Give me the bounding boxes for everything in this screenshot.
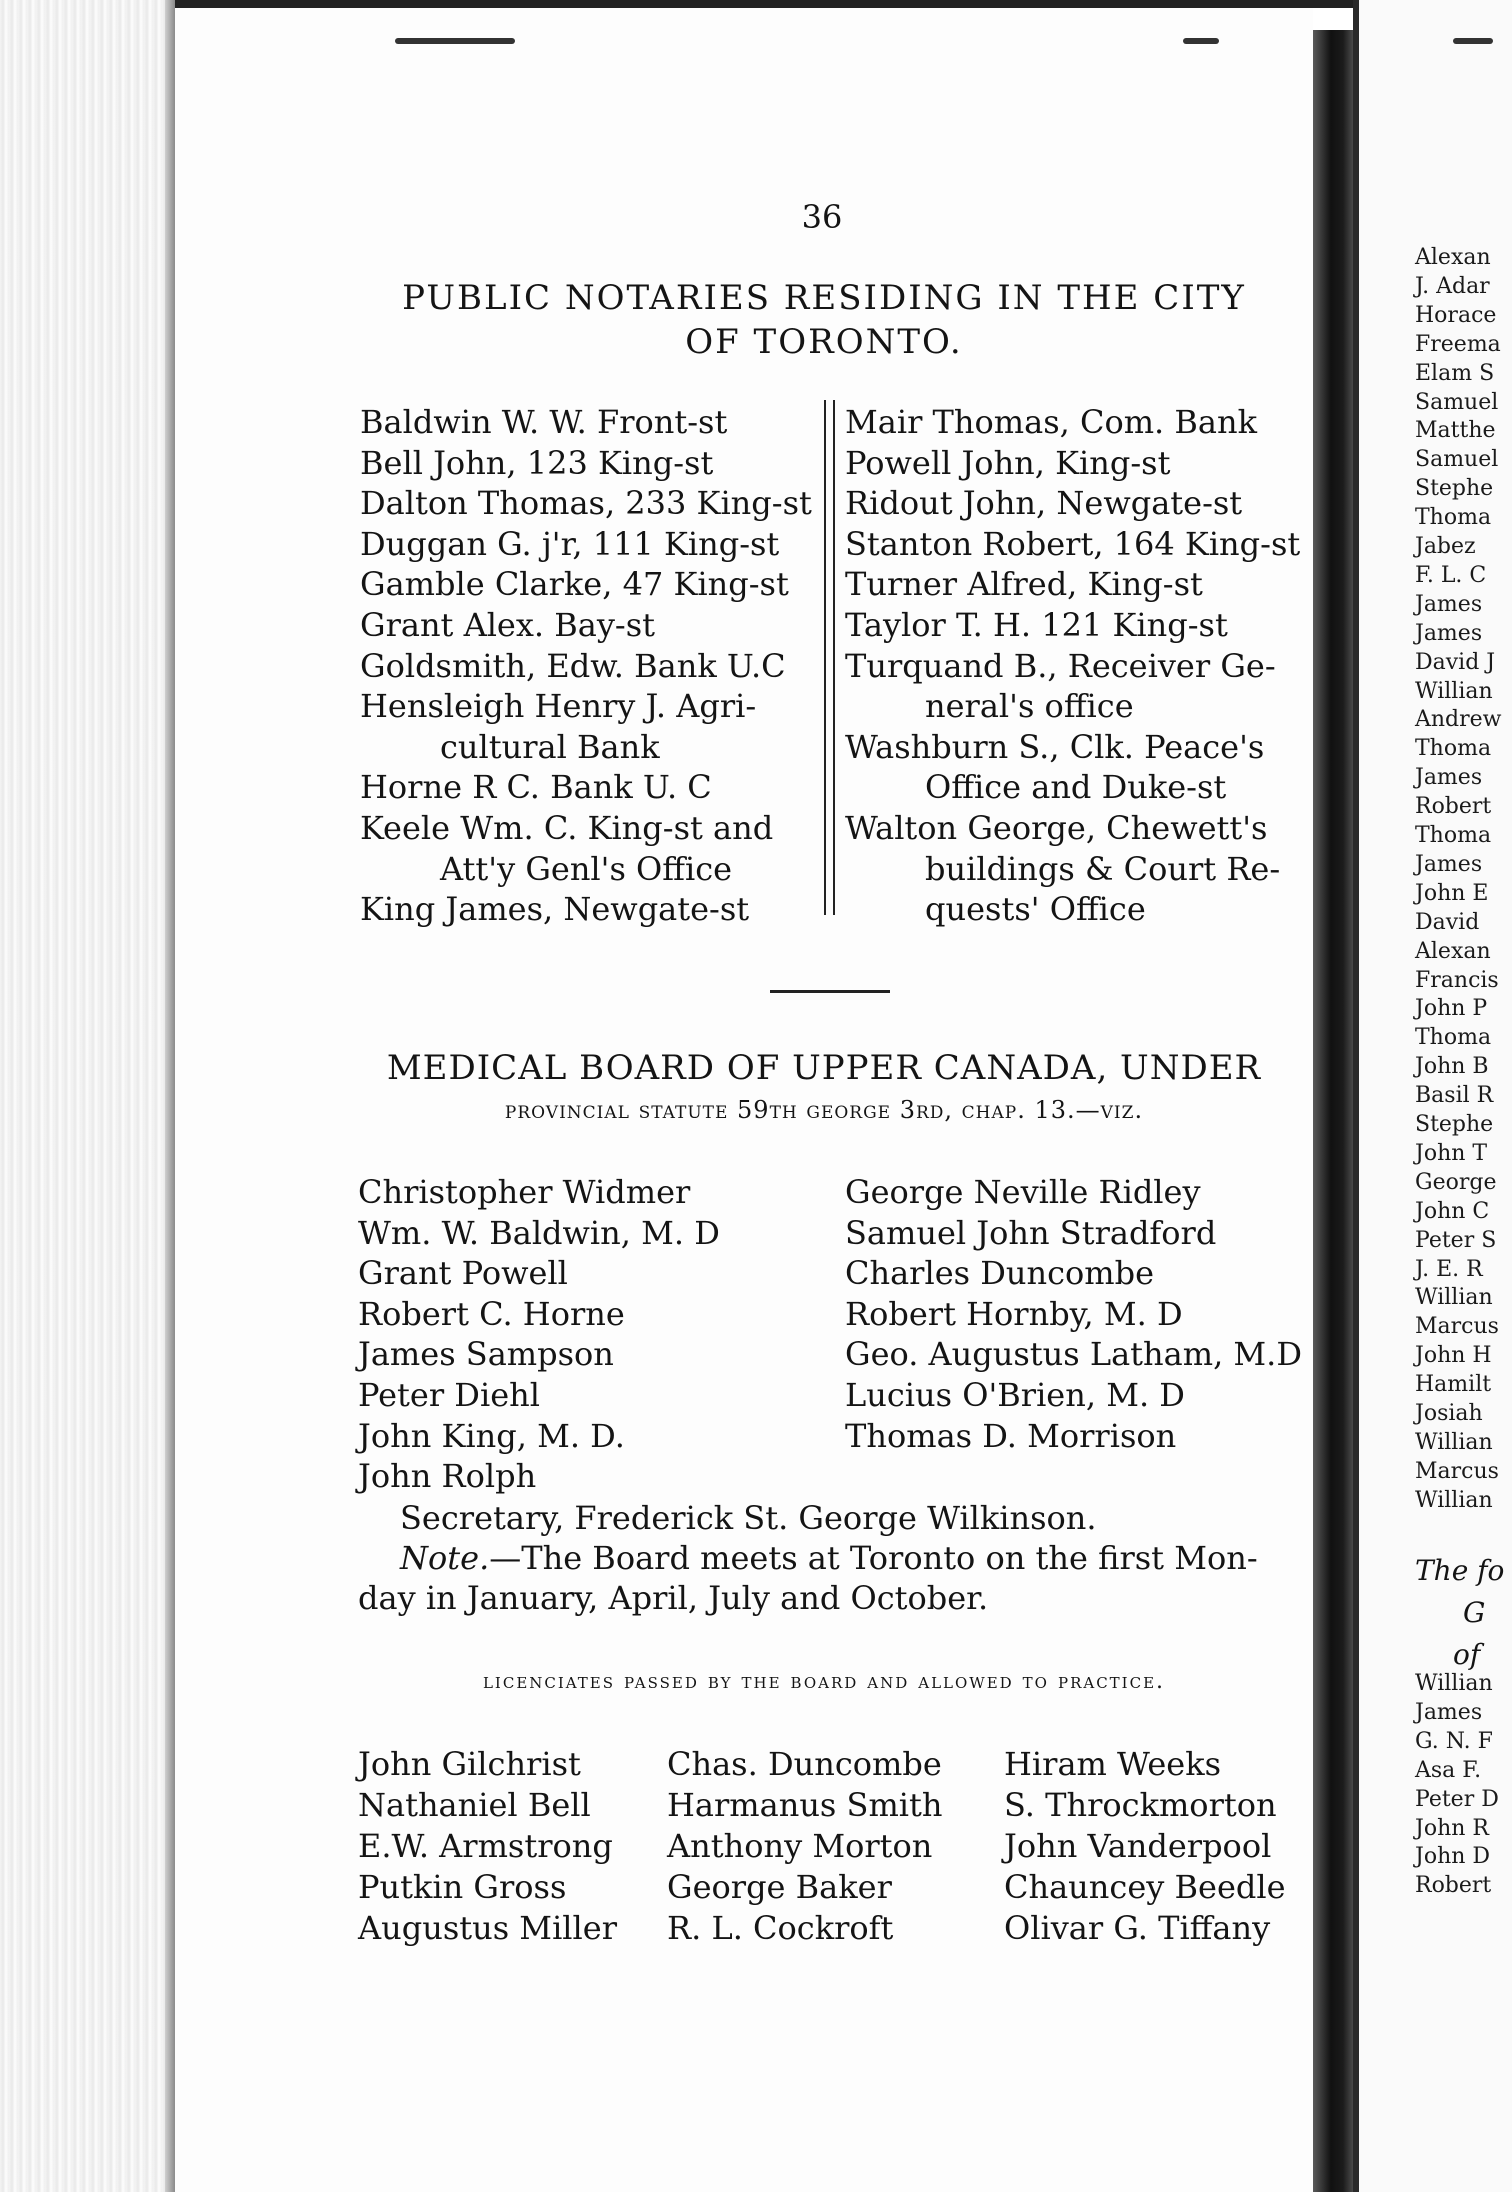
licenciate-name: S. Throckmorton	[1004, 1786, 1277, 1824]
facing-page-fragment: Willian	[1415, 1487, 1493, 1513]
facing-page-fragment: Basil R	[1415, 1083, 1494, 1109]
facing-page-fragment: Horace	[1415, 302, 1497, 328]
facing-page-fragment: Willian	[1415, 1429, 1493, 1455]
facing-page-fragment: Hamilt	[1415, 1372, 1492, 1398]
facing-page-fragment: James	[1415, 1699, 1483, 1725]
facing-page-fragment: David	[1415, 909, 1480, 935]
facing-page-fragment: John E	[1415, 880, 1489, 906]
section-rule	[770, 990, 890, 993]
licenciate-name: Putkin Gross	[358, 1868, 567, 1906]
notary-entry: Hensleigh Henry J. Agri-	[360, 687, 757, 726]
facing-page-fragment: Willian	[1415, 678, 1493, 704]
facing-page-fragment: Thoma	[1415, 505, 1492, 531]
licenciates-column-3	[1004, 1744, 1286, 1949]
secretary-line: Secretary, Frederick St. George Wilkinson.	[400, 1499, 1097, 1537]
notary-entry: neral's office	[925, 687, 1134, 726]
notary-entry: Ridout John, Newgate-st	[845, 484, 1243, 523]
board-member: Geo. Augustus Latham, M.D	[845, 1335, 1302, 1374]
facing-page-fragment: James	[1415, 591, 1483, 617]
licenciate-name: Chas. Duncombe	[667, 1745, 942, 1783]
facing-page-fragment: Matthe	[1415, 418, 1496, 444]
book-gutter	[1313, 30, 1353, 2192]
notary-entry: Baldwin W. W. Front-st	[360, 403, 728, 441]
page-stack-edge	[0, 0, 175, 2192]
board-member: Wm. W. Baldwin, M. D	[358, 1213, 720, 1252]
notary-entry: Office and Duke-st	[925, 768, 1227, 807]
notary-entry: Powell John, King-st	[845, 443, 1171, 482]
facing-page-fragment: John D	[1415, 1844, 1491, 1870]
notary-entry: cultural Bank	[440, 727, 660, 766]
notary-entry: Turquand B., Receiver Ge-	[845, 646, 1276, 685]
notaries-right-column	[845, 402, 1300, 930]
facing-page-fragment: Willian	[1415, 1671, 1493, 1696]
notaries-left-column	[360, 402, 812, 930]
facing-page-fragment: Stephe	[1415, 1112, 1494, 1137]
notary-entry: Dalton Thomas, 233 King-st	[360, 484, 812, 523]
notary-entry: buildings & Court Re-	[925, 849, 1281, 888]
medical-board-subtitle: provincial statute 59th george 3rd, chap. 13.—viz.	[504, 1096, 1144, 1124]
board-member: Charles Duncombe	[845, 1254, 1155, 1293]
facing-page-fragment: Thoma	[1415, 736, 1492, 762]
notary-entry: Washburn S., Clk. Peace's	[845, 727, 1265, 766]
facing-page-fragment: James	[1415, 765, 1483, 791]
notary-entry: Goldsmith, Edw. Bank U.C	[360, 646, 786, 685]
licenciate-name: Olivar G. Tiffany	[1004, 1909, 1271, 1947]
top-mark-right	[1183, 38, 1219, 44]
notary-entry: Grant Alex. Bay-st	[360, 605, 656, 644]
notaries-title-line1: PUBLIC NOTARIES RESIDING IN THE CITY	[402, 278, 1246, 318]
facing-page-fragment: Thoma	[1415, 1025, 1492, 1051]
licenciate-name: Nathaniel Bell	[358, 1786, 591, 1824]
facing-page-fragment: J. E. R	[1415, 1256, 1483, 1282]
facing-page-fragment: Peter D	[1415, 1786, 1499, 1812]
top-mark-left	[395, 38, 515, 44]
notary-entry: Mair Thomas, Com. Bank	[845, 403, 1257, 441]
notary-entry: Duggan G. j'r, 111 King-st	[360, 524, 780, 563]
board-member: Grant Powell	[358, 1254, 568, 1293]
facing-page-edge	[1353, 0, 1359, 2192]
facing-page-fragment: Elam S	[1415, 360, 1495, 386]
medical-board-left-column	[358, 1172, 720, 1497]
licenciate-name: Hiram Weeks	[1004, 1745, 1221, 1783]
board-member: Robert C. Horne	[358, 1294, 625, 1333]
facing-page-fragment: John R	[1415, 1815, 1489, 1841]
notary-entry: Keele Wm. C. King-st and	[360, 808, 774, 847]
notary-entry: Bell John, 123 King-st	[360, 443, 714, 482]
facing-page-italic-fragment: of	[1453, 1638, 1481, 1671]
facing-page-fragment: James	[1415, 851, 1483, 877]
licenciate-name: E.W. Armstrong	[358, 1827, 613, 1865]
facing-page-fragment: Alexan	[1415, 938, 1491, 964]
notary-entry: Gamble Clarke, 47 King-st	[360, 565, 789, 604]
licenciates-column-1	[358, 1744, 617, 1949]
facing-page-fragment: Peter S	[1415, 1227, 1497, 1253]
facing-page-fragment: James	[1415, 620, 1483, 646]
facing-page-fragment: Asa F.	[1415, 1757, 1482, 1783]
facing-page-fragment: J. Adar	[1415, 273, 1490, 299]
licenciate-name: John Gilchrist	[358, 1745, 581, 1783]
board-member: Samuel John Stradford	[845, 1213, 1217, 1252]
column-divider	[824, 400, 835, 915]
facing-page-fragment: Josiah	[1415, 1401, 1483, 1426]
licenciate-name: Chauncey Beedle	[1004, 1868, 1286, 1906]
licenciate-name: Harmanus Smith	[667, 1786, 943, 1824]
facing-page-fragment: Marcus	[1415, 1314, 1499, 1340]
facing-page-fragment: Alexan	[1415, 245, 1491, 270]
facing-top-mark	[1453, 38, 1493, 44]
facing-page-fragment: F. L. C	[1415, 562, 1487, 588]
board-member: John Rolph	[358, 1457, 537, 1496]
notary-entry: Turner Alfred, King-st	[845, 565, 1203, 604]
licenciates-heading: licenciates passed by the board and allowed to practice.	[482, 1669, 1166, 1694]
board-member: Lucius O'Brien, M. D	[845, 1375, 1185, 1414]
licenciate-name: Anthony Morton	[667, 1827, 933, 1865]
board-member: John King, M. D.	[358, 1416, 625, 1455]
notary-entry: quests' Office	[925, 890, 1146, 929]
top-edge	[175, 0, 1495, 8]
note-line2: day in January, April, July and October.	[358, 1579, 989, 1617]
facing-page-fragment: Robert	[1415, 794, 1492, 820]
notaries-title-line2: OF TORONTO.	[685, 322, 963, 362]
facing-page-fragment: Andrew	[1415, 707, 1502, 733]
facing-page-fragment: David J	[1415, 649, 1496, 675]
notary-entry: Att'y Genl's Office	[440, 849, 733, 888]
licenciate-name: John Vanderpool	[1004, 1827, 1272, 1865]
notary-entry: Stanton Robert, 164 King-st	[845, 524, 1301, 563]
medical-board-right-column	[845, 1172, 1302, 1456]
note-text: —The Board meets at Toronto on the first Mon-	[489, 1539, 1258, 1577]
board-member: James Sampson	[358, 1335, 614, 1374]
facing-page-italic-fragment: The fo	[1415, 1554, 1505, 1587]
facing-page-fragment: Thoma	[1415, 823, 1492, 848]
facing-page-fragment: John H	[1415, 1343, 1492, 1369]
medical-board-title: MEDICAL BOARD OF UPPER CANADA, UNDER	[386, 1048, 1262, 1088]
facing-page	[1353, 0, 1512, 2192]
facing-page-fragment: Robert	[1415, 1873, 1492, 1899]
licenciate-name: R. L. Cockroft	[667, 1909, 894, 1947]
facing-page-fragment: Francis	[1415, 967, 1499, 993]
facing-page-fragment: Willian	[1415, 1285, 1493, 1311]
facing-page-fragment: Freema	[1415, 331, 1501, 357]
page-number: 36	[801, 198, 843, 236]
facing-page-fragment: John P	[1415, 996, 1488, 1022]
facing-page-fragment: G. N. F	[1415, 1728, 1493, 1754]
facing-page-fragment: George	[1415, 1169, 1497, 1195]
licenciates-column-2	[667, 1744, 942, 1949]
facing-page-fragment: John C	[1415, 1198, 1490, 1224]
facing-page-fragment: Samuel	[1415, 389, 1499, 415]
board-member: Thomas D. Morrison	[845, 1416, 1177, 1455]
facing-page-fragment: Samuel	[1415, 447, 1499, 473]
licenciate-name: George Baker	[667, 1868, 892, 1906]
notary-entry: King James, Newgate-st	[360, 890, 750, 929]
facing-page-fragment: John T	[1415, 1140, 1488, 1166]
facing-page-italic-fragment: G	[1463, 1596, 1486, 1629]
notary-entry: Taylor T. H. 121 King-st	[845, 605, 1228, 644]
note-label: Note.	[400, 1539, 490, 1577]
board-member: Robert Hornby, M. D	[845, 1294, 1183, 1333]
notary-entry: Horne R C. Bank U. C	[360, 768, 712, 807]
facing-page-fragment: John B	[1415, 1054, 1489, 1080]
facing-page-fragment: Marcus	[1415, 1458, 1499, 1484]
licenciate-name: Augustus Miller	[358, 1909, 617, 1947]
facing-page-fragment: Jabez	[1415, 534, 1476, 559]
facing-page-fragment: Stephe	[1415, 476, 1494, 502]
board-member: Peter Diehl	[358, 1375, 540, 1414]
board-member: Christopher Widmer	[358, 1173, 691, 1211]
board-member: George Neville Ridley	[845, 1173, 1201, 1211]
notary-entry: Walton George, Chewett's	[845, 808, 1268, 847]
note-line1	[400, 1538, 1258, 1578]
